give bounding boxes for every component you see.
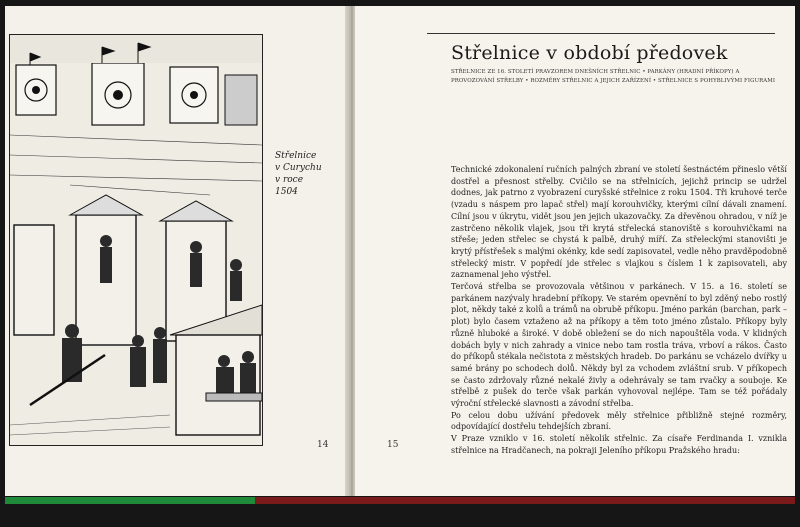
cover-green-band	[5, 497, 255, 504]
title-rule	[427, 33, 775, 34]
right-page	[355, 6, 795, 496]
body-text	[451, 164, 787, 457]
paragraph: V Praze vzniklo v 16. století několik střelnic. Za císaře Ferdinanda I. vznikla střelnice na Hradčanech, na pokraji Jeleního příkopu Pražského hradu:	[451, 434, 787, 455]
chapter-subhead: STŘELNICE ZE 16. STOLETÍ PRAVZOREM DNEŠNÍCH STŘELNIC • PARKÁNY (HRADNÍ PŘÍKOPY) A PROVOZOVÁNÍ STŘELBY • ROZMĚRY STŘELNIC A JEJICH ZAŘÍZENÍ • STŘELNICE S POHYBLIVÝMI FIGURAMI	[451, 69, 776, 84]
woodcut-illustration	[9, 34, 263, 446]
page-number-right: 15	[387, 440, 399, 450]
paragraph: Technické zdokonalení ručních palných zbraní ve století šestnáctém přineslo větší dostřel a přesnost střelby. Cvičilo se na střelnicích, jejichž princip se udržel dodnes, jak patrno z vyobrazení curyšské střelnice z roku 1504. Tři kruhové terče (vzadu s náspem pro lapač střel) mají korouhvičky, kterými cílní dávali znamení. Cílní jsou v úkrytu, vidět jsou jen jejich ukazovačky. Za dřevěnou ohradou, v níž je zastrčeno několik vlajek, jsou tři krytá střelecká stanoviště s korouhvičkami na střeše; jeden střelec se chystá k palbě, druhý míří. Za střeleckými stanovišti je krytý přístřešek s malými okénky, kde sedí zapisovatel, vedle něho pravděpodobně střelecký mistr. V popředí jde střelec s vlajkou s číslem 1 k zapisovateli, aby zaznamenal jeho výstřel.	[451, 165, 787, 280]
illustration-caption: Střelnice v Curychu v roce 1504	[275, 151, 322, 197]
paragraph: Po celou dobu užívání předovek měly střelnice přibližně stejné rozměry, odpovídající dostřelu tehdejších zbraní.	[451, 410, 787, 432]
cover-edge	[255, 497, 795, 504]
paragraph: Terčová střelba se provozovala většinou v parkánech. V 15. a 16. století se parkánem nazývaly hradební příkopy. Ve starém opevnění to byl zděný nebo rostlý plot, někdy také z kolů a trámů na obrubě příkopu. Jméno parkán (barchan, park – plot) bylo časem vztaženo až na příkopy a těm toto jméno zůstalo. Příkopy byly různě hluboké a široké. V době obležení se do nich napouštěla voda. V klidných dobách byly v nich zahrady a vinice nebo tam rostla tráva, vrboví a rákos. Často do příkopů stékala nečistota z městských hradeb. Do parkánu se vcházelo dvířky u samé brány po schodech dolů. Někdy byl za vchodem zvláštní srub. V příkopech se často zdržovaly různé nekalé živly a odehrávaly se tam rvačky a souboje. Ke střelbě z pušek do terče však parkán vyhovoval nejlépe. Tam se též pořádaly výroční střelecké slavnosti a závodní střelba.	[451, 282, 787, 409]
left-page	[5, 6, 350, 496]
woodcut-shooting-range-icon	[10, 35, 262, 445]
chapter-title: Střelnice v období předovek	[451, 42, 728, 64]
page-number-left: 14	[317, 440, 329, 450]
